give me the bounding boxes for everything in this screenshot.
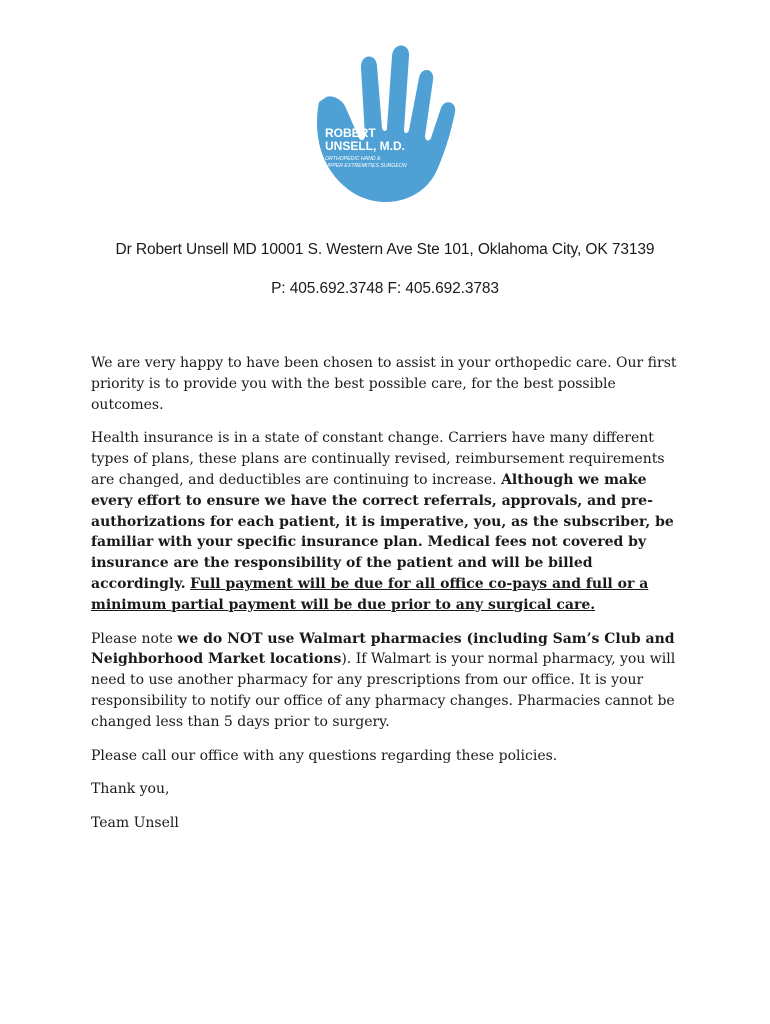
signature-text: Team Unsell bbox=[91, 815, 179, 832]
logo-tagline-line1: ORTHOPEDIC HAND & bbox=[325, 156, 381, 162]
pharmacy-rest-text: ). If Walmart is your normal pharmacy, you will need to use another pharmacy for any prescriptions from our office. It is your responsibility to notify our office of any pharmacy changes. Pharmacies cannot be changed less than 5 days prior to surgery. bbox=[91, 651, 676, 730]
payment-due-text: Full payment will be due for all office co-pays and full or a minimum partial payment will be due prior to any surgical care. bbox=[91, 575, 649, 613]
office-phone-fax: P: 405.692.3748 F: 405.692.3783 bbox=[271, 280, 499, 297]
closing-text: Thank you, bbox=[91, 781, 170, 798]
insurance-intro-text: Health insurance is in a state of constant change. Carriers have many different types of plans, these plans are continually revised, reimbursement requirements are changed, and deductibles are continuing to increase. bbox=[91, 430, 665, 488]
logo-name-line2: UNSELL, M.D. bbox=[325, 139, 405, 153]
hand-logo bbox=[305, 42, 465, 212]
logo-name-line1: ROBERT bbox=[325, 126, 376, 140]
paragraph-pharmacy bbox=[91, 629, 691, 733]
pharmacy-bold-text: we do NOT use Walmart pharmacies (including Sam’s Club and Neighborhood Market locations bbox=[91, 630, 675, 668]
letter-body bbox=[91, 353, 691, 847]
logo-tagline-line2: UPPER EXTREMITIES SURGEON bbox=[325, 163, 407, 169]
paragraph-insurance bbox=[91, 428, 691, 615]
office-address: Dr Robert Unsell MD 10001 S. Western Ave Ste 101, Oklahoma City, OK 73139 bbox=[115, 241, 655, 258]
insurance-bold-text: Although we make every effort to ensure we have the correct referrals, approvals, and pre-authorizations for each patient, it is imperative, you, as the subscriber, be familiar with your specific insurance plan. Medical fees not covered by insurance are the responsibility of the patient and will be billed accordingly. bbox=[91, 471, 674, 592]
paragraph-welcome: We are very happy to have been chosen to assist in your orthopedic care. Our first priority is to provide you with the best possible care, for the best possible outcomes. bbox=[91, 355, 677, 413]
hand-icon bbox=[305, 42, 465, 212]
paragraph-questions: Please call our office with any questions regarding these policies. bbox=[91, 747, 558, 764]
pharmacy-lead-text: Please note bbox=[91, 630, 178, 647]
